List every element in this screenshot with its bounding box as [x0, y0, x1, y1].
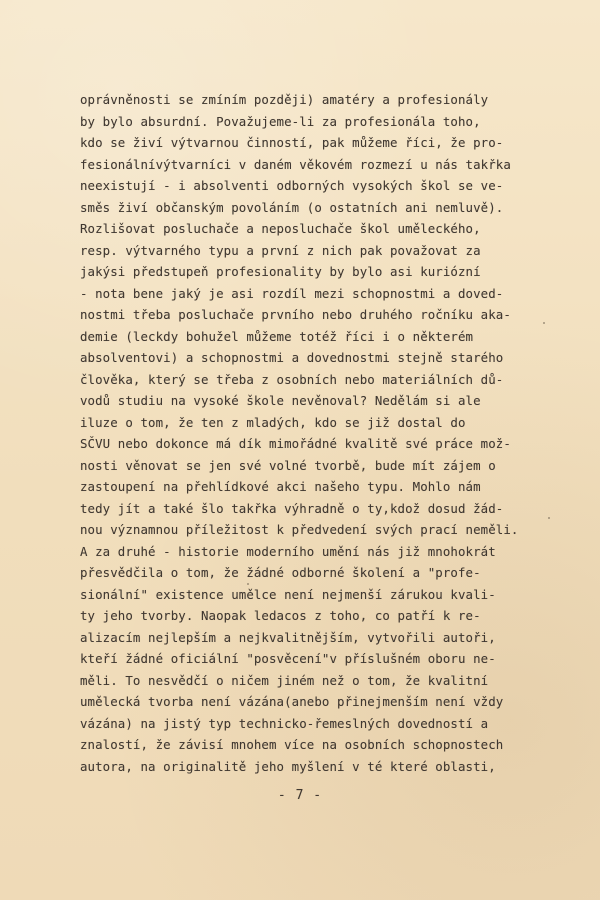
- ink-speck: [543, 322, 545, 324]
- text-line: přesvědčila o tom, že žádné odborné školení a "profe-: [80, 565, 481, 580]
- text-line: směs živí občanským povoláním (o ostatních ani nemluvě).: [80, 199, 504, 215]
- page-number: - 7 -: [277, 788, 323, 803]
- text-line: resp. výtvarného typu a první z nich pak považovat za: [80, 242, 481, 258]
- text-line: Rozlišovat posluchače a neposluchače škol uměleckého,: [80, 221, 481, 236]
- text-line: tedy jít a také šlo takřka výhradně o ty,kdož dosud žád-: [80, 500, 504, 516]
- text-line: A za druhé - historie moderního umění nás již mnohokrát: [80, 543, 496, 559]
- text-line: autora, na originalitě jeho myšlení v té které oblasti,: [80, 758, 496, 774]
- text-line: by bylo absurdní. Považujeme-li za profesionála toho,: [80, 113, 481, 129]
- text-line: alizacím nejlepším a nejkvalitnějším, vytvořili autoři,: [80, 629, 496, 645]
- body-text: [80, 89, 565, 777]
- text-line: - nota bene jaký je asi rozdíl mezi schopnostmi a doved-: [80, 285, 504, 301]
- text-line: kteří žádné oficiální "posvěcení"v příslušném oboru ne-: [80, 651, 496, 666]
- text-line: fesionálnívýtvarníci v daném věkovém rozmezí u nás takřka: [80, 156, 511, 172]
- text-line: jakýsi předstupeň profesionality by bylo asi kuriózní: [80, 264, 481, 279]
- text-line: demie (leckdy bohužel můžeme totéž říci i o některém: [80, 328, 474, 344]
- text-line: umělecká tvorba není vázána(anebo přinejmenším není vždy: [80, 694, 504, 709]
- text-line: vázána) na jistý typ technicko-řemeslných dovedností a: [80, 715, 489, 731]
- text-line: sionální" existence umělce není nejmenší zárukou kvali-: [80, 586, 496, 602]
- text-line: nosti věnovat se jen své volné tvorbě, bude mít zájem o: [80, 457, 496, 473]
- text-line: vodů studiu na vysoké škole nevěnoval? Nedělám si ale: [80, 393, 481, 408]
- text-line: neexistují - i absolventi odborných vysokých škol se ve-: [80, 178, 504, 193]
- text-line: měli. To nesvědčí o ničem jiném než o tom, že kvalitní: [80, 672, 489, 688]
- text-line: ty jeho tvorby. Naopak ledacos z toho, co patří k re-: [80, 608, 481, 623]
- ink-speck: [247, 583, 249, 585]
- text-line: nou významnou příležitost k předvedení svých prací neměli.: [80, 522, 519, 537]
- text-line: nostmi třeba posluchače prvního nebo druhého ročníku aka-: [80, 307, 511, 322]
- text-line: člověka, který se třeba z osobních nebo materiálních dů-: [80, 371, 504, 387]
- text-line: iluze o tom, že ten z mladých, kdo se již dostal do: [80, 414, 466, 430]
- text-line: zastoupení na přehlídkové akci našeho typu. Mohlo nám: [80, 479, 481, 494]
- text-line: SČVU nebo dokonce má dík mimořádné kvalitě své práce mož-: [80, 436, 511, 451]
- text-line: kdo se živí výtvarnou činností, pak můžeme říci, že pro-: [80, 135, 504, 150]
- text-line: absolventovi) a schopnostmi a dovednostmi stejně starého: [80, 350, 504, 365]
- ink-speck: [548, 517, 550, 519]
- text-line: znalostí, že závisí mnohem více na osobních schopnostech: [80, 737, 504, 752]
- text-line: oprávněnosti se zmíním později) amatéry a profesionály: [80, 92, 489, 107]
